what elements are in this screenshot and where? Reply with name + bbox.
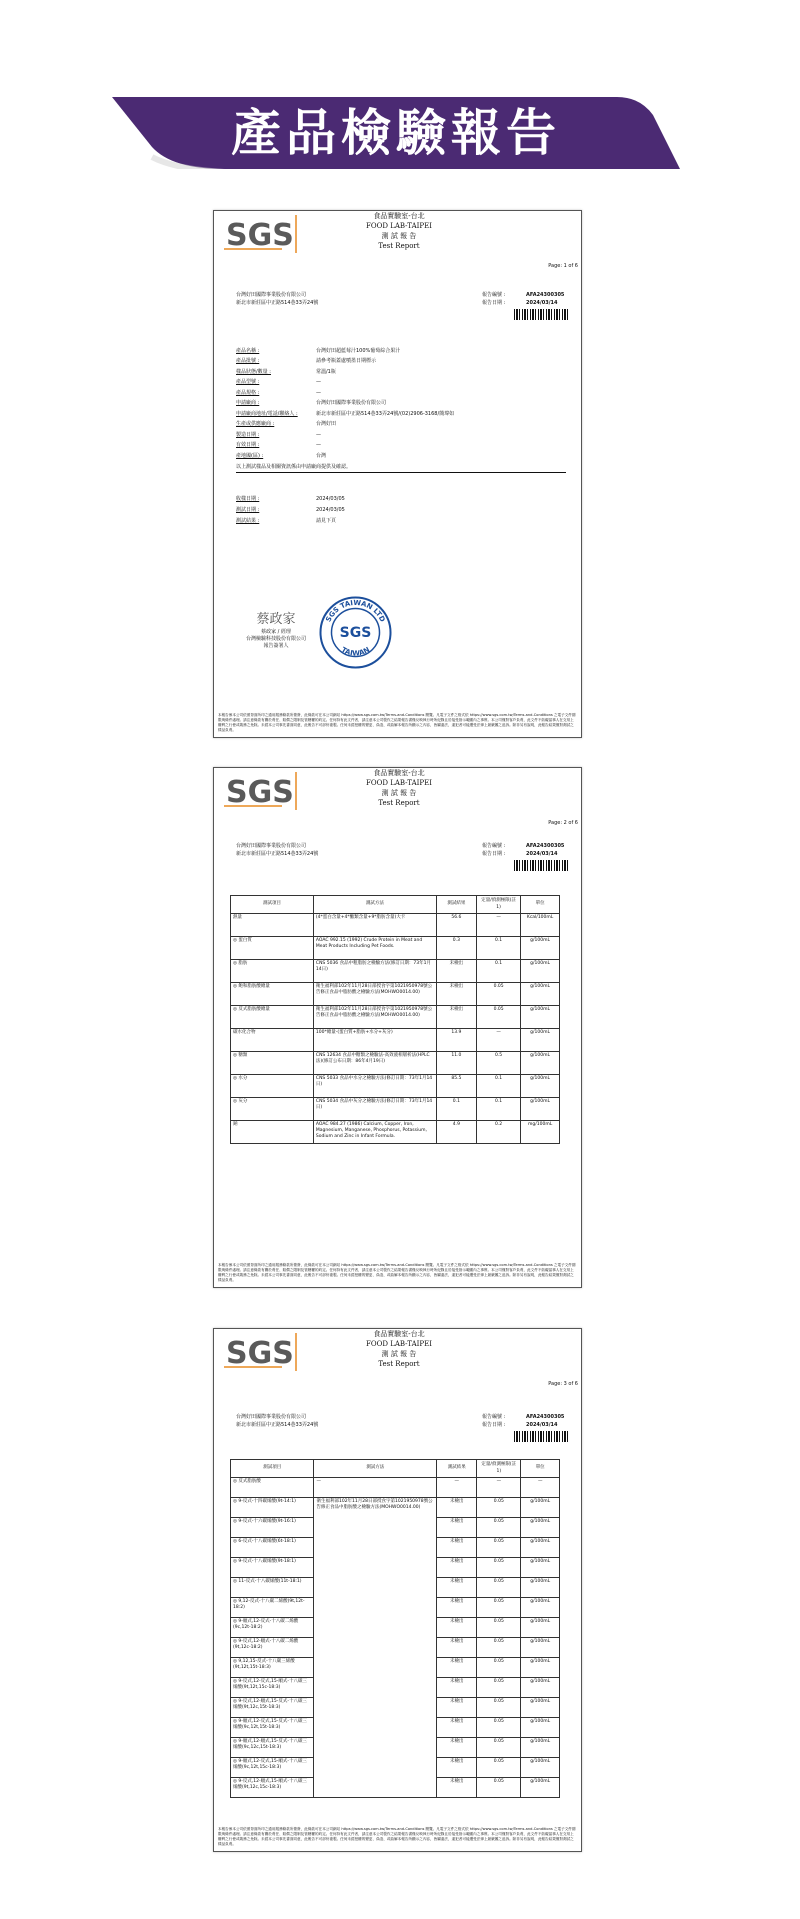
test-item-cell: ◎ 脂肪 <box>231 960 314 983</box>
client-address: 新北市新莊區中正路514巷33弄24號 <box>236 851 319 857</box>
report-no-label: 報告編號 : <box>482 292 506 298</box>
unit-cell: g/100mL <box>521 1658 560 1678</box>
sgs-logo <box>222 1331 304 1373</box>
test-item-cell: ◎ 9-順式,12-反式-十八碳二烯酸(9c,12t-18:2) <box>231 1618 314 1638</box>
page-number: Page: 3 of 6 <box>548 1381 578 1387</box>
date-value: 2024/03/05 <box>316 507 345 514</box>
svg-text:SGS: SGS <box>226 775 294 810</box>
report-meta <box>482 842 564 858</box>
date-label: 測試日期 : <box>236 507 260 514</box>
page-number: Page: 2 of 6 <box>548 820 578 826</box>
table-row <box>231 1478 560 1498</box>
column-header: 定量/偵測極限(註1) <box>477 1460 521 1478</box>
report-title-zh: 測 試 報 告 <box>381 1350 417 1358</box>
report-title-en: Test Report <box>378 799 420 807</box>
report-title-en: Test Report <box>378 1360 420 1368</box>
limit-cell: 0.1 <box>477 1098 521 1121</box>
client-name: 台灣好田國際事業股份有限公司 <box>236 292 307 298</box>
unit-cell: g/100mL <box>521 1075 560 1098</box>
test-result-cell: 85.5 <box>436 1075 476 1098</box>
report-date: 2024/03/14 <box>526 300 558 306</box>
test-result-cell: 13.9 <box>436 1029 476 1052</box>
test-result-cell: 未檢出 <box>437 1718 477 1738</box>
test-result-cell: 未檢出 <box>436 960 476 983</box>
test-item-cell: ◎ 灰分 <box>231 1098 314 1121</box>
report-title-zh: 測 試 報 告 <box>381 232 417 240</box>
unit-cell: g/100mL <box>521 1098 560 1121</box>
report-no: AFA24300305 <box>526 292 565 298</box>
info-value: — <box>316 442 321 449</box>
lab-name-en: FOOD LAB-TAIPEI <box>366 222 432 230</box>
column-header: 單位 <box>521 896 560 914</box>
report-no-label: 報告編號 : <box>482 843 506 849</box>
test-result-cell: — <box>437 1478 477 1498</box>
report-date-label: 報告日期 : <box>482 851 506 857</box>
test-result-cell: 未檢出 <box>437 1698 477 1718</box>
table-row <box>231 1052 560 1075</box>
test-item-cell: ◎ 糖類 <box>231 1052 314 1075</box>
report-meta <box>482 1413 564 1429</box>
info-label: 產地國(區) : <box>236 452 264 459</box>
barcode <box>514 860 569 871</box>
sgs-seal <box>318 595 393 670</box>
test-result-cell: 56.6 <box>436 914 476 937</box>
info-row <box>236 420 566 431</box>
test-method-cell: AOAC 992.15 (1992) Crude Protein in Meat and Meat Products Including Pet Foods. <box>313 937 436 960</box>
test-item-cell: ◎ 9,12,15-反式-十八碳三烯酸(9t,12t,15t-18:3) <box>231 1658 314 1678</box>
test-item-cell: ◎ 反式脂肪酸 <box>231 1478 314 1498</box>
report-date-label: 報告日期 : <box>482 1422 506 1428</box>
report-no: AFA24300305 <box>526 1414 565 1420</box>
table-row <box>231 983 560 1006</box>
column-header: 定量/偵測極限(註1) <box>477 896 521 914</box>
results-table <box>230 895 560 1144</box>
info-value: 台灣好田國際事業股份有限公司 <box>316 400 387 407</box>
test-result-cell: 未檢出 <box>437 1598 477 1618</box>
signer-role: 報告簽署人 <box>263 642 289 649</box>
column-header: 測試結果 <box>436 896 476 914</box>
unit-cell: g/100mL <box>521 1718 560 1738</box>
limit-cell: 0.05 <box>477 1598 521 1618</box>
date-label: 測試結果 : <box>236 518 260 525</box>
svg-text:SGS TAIWAN LTD: SGS TAIWAN LTD <box>324 598 387 624</box>
date-value: 2024/03/05 <box>316 496 345 503</box>
info-label: 產品型號 : <box>236 379 260 386</box>
trans-fat-table <box>230 1459 560 1798</box>
info-value: 台灣好田超藍莓汁100%葡萄綜合果汁 <box>316 347 401 354</box>
test-item-cell: 鈉 <box>231 1121 314 1144</box>
test-method-cell: CNS 5033 食品中水分之檢驗方法(修訂日期：73年1月14日) <box>313 1075 436 1098</box>
test-method-cell: (4*蛋白含量+4*醣類含量+9*脂肪含量)大卡 <box>313 914 436 937</box>
unit-cell: g/100mL <box>521 1558 560 1578</box>
column-header: 測試方法 <box>313 896 436 914</box>
limit-cell: 0.05 <box>477 1618 521 1638</box>
unit-cell: g/100mL <box>521 1006 560 1029</box>
test-result-cell: 未檢出 <box>437 1758 477 1778</box>
report-page-1 <box>213 210 582 738</box>
table-row <box>231 1006 560 1029</box>
report-no: AFA24300305 <box>526 843 565 849</box>
limit-cell: 0.05 <box>477 1006 521 1029</box>
test-item-cell: ◎ 9-順式,12-反式,15-反式-十八碳三烯酸(9c,12t,15t-18:3) <box>231 1718 314 1738</box>
info-row <box>236 430 566 441</box>
column-header: 單位 <box>521 1460 560 1478</box>
table-row <box>231 937 560 960</box>
unit-cell: g/100mL <box>521 1052 560 1075</box>
signer-company: 台灣檢驗科技股份有限公司 <box>245 635 306 642</box>
client-block <box>236 1413 318 1429</box>
test-method-cell: CNS 12634 食品中糖類之檢驗法-高效液相層析法(HPLC法)(修訂公布日期：86年4月19日) <box>313 1052 436 1075</box>
limit-cell: 0.05 <box>477 983 521 1006</box>
barcode <box>514 309 569 320</box>
test-result-cell: 未檢出 <box>437 1618 477 1638</box>
test-result-cell: 未檢出 <box>437 1678 477 1698</box>
report-date: 2024/03/14 <box>526 851 558 857</box>
limit-cell: 0.05 <box>477 1718 521 1738</box>
date-row <box>236 494 566 505</box>
info-value: — <box>316 389 321 396</box>
unit-cell: Kcal/100mL <box>521 914 560 937</box>
limit-cell: 0.2 <box>477 1121 521 1144</box>
barcode <box>514 1431 569 1442</box>
test-item-cell: 碳水化合物 <box>231 1029 314 1052</box>
limit-cell: 0.05 <box>477 1638 521 1658</box>
test-result-cell: 未檢出 <box>437 1638 477 1658</box>
limit-cell: 0.05 <box>477 1538 521 1558</box>
table-row <box>231 1075 560 1098</box>
page-number: Page: 1 of 6 <box>548 263 578 269</box>
disclaimer: 本報告係本公司依照背面所印之通用服務條款所簽發，此條款可在本公司網站 https://www.sgs.com.tw/Terms-and-Conditions 閱覽。凡電子文件之格式依 https://www.sgs.com.tw/Terms-and-Conditions 之電子文件期限與條件處理。請注意條款有關於責任、賠償之限制及管轄權的約定。任何持有此文件者，請注意本公司製作之結果報告書僅反映執行時所紀錄且於接受指示範圍內之事實。本公司僅對客戶負責，此文件不妨礙當事人在交易上權利之行使或義務之免除。未經本公司事先書面同意，此報告不可部份複製。任何未經授權的變更、偽造、或曲解本報告所顯示之內容，皆屬違法，違犯者可能遭受法律上最嚴厲之追訴。除非另有說明，此報告結果僅對測試之樣品負責。 <box>218 1263 576 1282</box>
limit-cell: 0.05 <box>477 1558 521 1578</box>
date-label: 收樣日期 : <box>236 496 260 503</box>
table-row <box>231 1098 560 1121</box>
column-header: 測試結果 <box>437 1460 477 1478</box>
limit-cell: 0.1 <box>477 960 521 983</box>
unit-cell: g/100mL <box>521 960 560 983</box>
test-item-cell: ◎ 9-反式-十八碳烯酸(9t-18:1) <box>231 1558 314 1578</box>
limit-cell: 0.05 <box>477 1578 521 1598</box>
column-header: 測試方法 <box>314 1460 437 1478</box>
limit-cell: 0.05 <box>477 1678 521 1698</box>
unit-cell: g/100mL <box>521 1678 560 1698</box>
info-row <box>236 441 566 452</box>
table-row <box>231 914 560 937</box>
test-dates <box>236 494 566 527</box>
test-result-cell: 0.3 <box>436 937 476 960</box>
date-row <box>236 505 566 516</box>
unit-cell: g/100mL <box>521 1498 560 1518</box>
info-label: 製造日期 : <box>236 431 260 438</box>
limit-cell: 0.05 <box>477 1658 521 1678</box>
limit-cell: 0.05 <box>477 1778 521 1798</box>
info-label: 申請廠商地址/電話/聯絡人 : <box>236 410 298 417</box>
info-label: 產品規格 : <box>236 389 260 396</box>
test-item-cell: ◎ 9,12-反式-十八碳二烯酸(9t,12t-18:2) <box>231 1598 314 1618</box>
info-row <box>236 409 566 420</box>
test-method-cell: 100*總量-(蛋白質+脂肪+水分+灰分) <box>313 1029 436 1052</box>
info-value: — <box>316 431 321 438</box>
report-page-3 <box>213 1328 582 1852</box>
info-row <box>236 378 566 389</box>
info-value: 新北市新莊區中正路514巷33弄24號/(02)2906-3168/簡瑋如 <box>316 410 455 417</box>
info-value: 常溫/1瓶 <box>316 368 336 375</box>
client-block <box>236 842 318 858</box>
table-row <box>231 1498 560 1518</box>
unit-cell: g/100mL <box>521 1738 560 1758</box>
test-method-cell: 衛生福利部102年11月28日部授食字第1021950978號公告修正食品中脂肪酸之檢驗方法(MOHWO0014.00) <box>314 1498 437 1798</box>
client-name: 台灣好田國際事業股份有限公司 <box>236 1414 307 1420</box>
info-value: 台灣好田 <box>316 421 337 428</box>
table-row <box>231 960 560 983</box>
test-item-cell: ◎ 反式脂肪酸總量 <box>231 1006 314 1029</box>
report-page-2 <box>213 767 582 1288</box>
test-item-cell: ◎ 9-反式,12-順式,15-順式-十八碳三烯酸(9t,12c,15c-18:3) <box>231 1778 314 1798</box>
svg-text:SGS: SGS <box>226 218 294 253</box>
disclaimer: 本報告係本公司依照背面所印之通用服務條款所簽發，此條款可在本公司網站 https://www.sgs.com.tw/Terms-and-Conditions 閱覽。凡電子文件之格式依 https://www.sgs.com.tw/Terms-and-Conditions 之電子文件期限與條件處理。請注意條款有關於責任、賠償之限制及管轄權的約定。任何持有此文件者，請注意本公司製作之結果報告書僅反映執行時所紀錄且於接受指示範圍內之事實。本公司僅對客戶負責，此文件不妨礙當事人在交易上權利之行使或義務之免除。未經本公司事先書面同意，此報告不可部份複製。任何未經授權的變更、偽造、或曲解本報告所顯示之內容，皆屬違法，違犯者可能遭受法律上最嚴厲之追訴。除非另有說明，此報告結果僅對測試之樣品負責。 <box>218 713 576 732</box>
report-no-label: 報告編號 : <box>482 1414 506 1420</box>
lab-name-zh: 食品實驗室-台北 <box>373 212 425 220</box>
column-header: 測試項目 <box>231 1460 314 1478</box>
test-item-cell: ◎ 水分 <box>231 1075 314 1098</box>
date-value: 請見下頁 <box>316 518 337 525</box>
report-title-zh: 測 試 報 告 <box>381 789 417 797</box>
info-row <box>236 388 566 399</box>
test-method-cell: AOAC 984.27 (1986) Calcium, Copper, Iron, Magnesium, Manganese, Phosphorus, Potassium, Sodium and Zinc in Infant Formula. <box>313 1121 436 1144</box>
client-address: 新北市新莊區中正路514巷33弄24號 <box>236 1422 319 1428</box>
limit-cell: 0.05 <box>477 1518 521 1538</box>
limit-cell: — <box>477 1478 521 1498</box>
limit-cell: 0.5 <box>477 1052 521 1075</box>
test-item-cell: 熱量 <box>231 914 314 937</box>
report-date-label: 報告日期 : <box>482 300 506 306</box>
test-item-cell: ◎ 飽和脂肪酸總量 <box>231 983 314 1006</box>
disclaimer: 本報告係本公司依照背面所印之通用服務條款所簽發，此條款可在本公司網站 https://www.sgs.com.tw/Terms-and-Conditions 閱覽。凡電子文件之格式依 https://www.sgs.com.tw/Terms-and-Conditions 之電子文件期限與條件處理。請注意條款有關於責任、賠償之限制及管轄權的約定。任何持有此文件者，請注意本公司製作之結果報告書僅反映執行時所紀錄且於接受指示範圍內之事實。本公司僅對客戶負責，此文件不妨礙當事人在交易上權利之行使或義務之免除。未經本公司事先書面同意，此報告不可部份複製。任何未經授權的變更、偽造、或曲解本報告所顯示之內容，皆屬違法，違犯者可能遭受法律上最嚴厲之追訴。除非另有說明，此報告結果僅對測試之樣品負責。 <box>218 1827 576 1846</box>
lab-name-en: FOOD LAB-TAIPEI <box>366 779 432 787</box>
test-item-cell: ◎ 9-反式-十六碳烯酸(9t-16:1) <box>231 1518 314 1538</box>
sgs-logo <box>222 213 304 255</box>
limit-cell: 0.05 <box>477 1498 521 1518</box>
test-item-cell: ◎ 9-反式,12-反式,15-順式-十八碳三烯酸(9t,12t,15c-18:3) <box>231 1678 314 1698</box>
test-method-cell: 衛生福利部102年11月28日部授食字第1021950978號公告修正食品中脂肪酸之檢驗方法(MOHWO0014.00) <box>313 983 436 1006</box>
info-value: — <box>316 379 321 386</box>
info-label: 產品名稱 : <box>236 347 260 354</box>
limit-cell: — <box>477 914 521 937</box>
client-name: 台灣好田國際事業股份有限公司 <box>236 843 307 849</box>
lab-header <box>324 768 474 808</box>
client-block <box>236 291 318 307</box>
unit-cell: g/100mL <box>521 937 560 960</box>
unit-cell: g/100mL <box>521 1578 560 1598</box>
limit-cell: 0.05 <box>477 1698 521 1718</box>
sgs-logo <box>222 770 304 812</box>
test-result-cell: 0.1 <box>436 1098 476 1121</box>
test-item-cell: ◎ 6-反式-十八碳烯酸(6t-18:1) <box>231 1538 314 1558</box>
unit-cell: g/100mL <box>521 1598 560 1618</box>
signature-block <box>236 611 316 649</box>
svg-text:SGS: SGS <box>226 1336 294 1371</box>
banner-title: 產品檢驗報告 <box>231 104 561 162</box>
info-label: 申請廠商 : <box>236 400 260 407</box>
limit-cell: 0.1 <box>477 937 521 960</box>
test-method-cell: CNS 5036 食品中粗脂肪之檢驗方法(修訂日期：73年1月14日) <box>313 960 436 983</box>
lab-name-en: FOOD LAB-TAIPEI <box>366 1340 432 1348</box>
test-item-cell: ◎ 9-順式,12-順式,15-反式-十八碳三烯酸(9c,12c,15t-18:3) <box>231 1738 314 1758</box>
unit-cell: g/100mL <box>521 983 560 1006</box>
limit-cell: — <box>477 1029 521 1052</box>
client-address: 新北市新莊區中正路514巷33弄24號 <box>236 300 319 306</box>
info-row <box>236 399 566 410</box>
info-note: 以上測試樣品及相關資訊係由申請廠商提供及確認。 <box>236 463 352 470</box>
sample-info <box>236 346 566 473</box>
unit-cell: g/100mL <box>521 1698 560 1718</box>
test-result-cell: 未檢出 <box>437 1738 477 1758</box>
unit-cell: — <box>521 1478 560 1498</box>
test-method-cell: CNS 5034 食品中灰分之檢驗方法(修訂日期：73年1月14日) <box>313 1098 436 1121</box>
limit-cell: 0.1 <box>477 1075 521 1098</box>
report-meta <box>482 291 564 307</box>
test-item-cell: ◎ 9-順式,12-反式,15-順式-十八碳三烯酸(9c,12t,15c-18:3) <box>231 1758 314 1778</box>
unit-cell: g/100mL <box>521 1538 560 1558</box>
lab-name-zh: 食品實驗室-台北 <box>373 1330 425 1338</box>
limit-cell: 0.05 <box>477 1738 521 1758</box>
signer-title: 蔡政家 / 經理 <box>261 629 291 635</box>
info-row <box>236 357 566 368</box>
test-method-cell: — <box>314 1478 437 1498</box>
info-label: 樣品狀態/數量 : <box>236 368 271 375</box>
test-result-cell: 未檢出 <box>437 1498 477 1518</box>
test-result-cell: 未檢出 <box>436 1006 476 1029</box>
info-value: 台灣 <box>316 452 327 459</box>
unit-cell: g/100mL <box>521 1778 560 1798</box>
unit-cell: g/100mL <box>521 1618 560 1638</box>
report-date: 2024/03/14 <box>526 1422 558 1428</box>
signature: 蔡政家 <box>256 612 296 627</box>
unit-cell: mg/100mL <box>521 1121 560 1144</box>
test-item-cell: ◎ 9-反式-十四碳烯酸(9t-14:1) <box>231 1498 314 1518</box>
test-result-cell: 未檢出 <box>437 1518 477 1538</box>
limit-cell: 0.05 <box>477 1758 521 1778</box>
test-method-cell: 衛生福利部102年11月28日部授食字第1021950978號公告修正食品中脂肪酸之檢驗方法(MOHWO0014.00) <box>313 1006 436 1029</box>
test-result-cell: 未檢出 <box>437 1778 477 1798</box>
info-value: 請參考瓶蓋處噴墨日期標示 <box>316 358 377 365</box>
unit-cell: g/100mL <box>521 1758 560 1778</box>
unit-cell: g/100mL <box>521 1638 560 1658</box>
unit-cell: g/100mL <box>521 1518 560 1538</box>
test-item-cell: ◎ 9-反式,12-順式-十八碳二烯酸(9t,12c-18:2) <box>231 1638 314 1658</box>
date-row <box>236 516 566 527</box>
test-result-cell: 未檢出 <box>437 1558 477 1578</box>
info-label: 產品批號 : <box>236 358 260 365</box>
lab-name-zh: 食品實驗室-台北 <box>373 769 425 777</box>
divider <box>236 472 566 473</box>
info-row <box>236 346 566 357</box>
test-item-cell: ◎ 9-反式,12-順式,15-反式-十八碳三烯酸(9t,12c,15t-18:3) <box>231 1698 314 1718</box>
test-item-cell: ◎ 11-反式-十八碳烯酸(11t-18:1) <box>231 1578 314 1598</box>
test-result-cell: 未檢出 <box>437 1538 477 1558</box>
lab-header <box>324 211 474 251</box>
info-row <box>236 451 566 462</box>
test-item-cell: ◎ 蛋白質 <box>231 937 314 960</box>
info-row <box>236 367 566 378</box>
svg-text:SGS: SGS <box>339 625 372 641</box>
report-banner <box>112 97 680 169</box>
test-result-cell: 未檢出 <box>437 1658 477 1678</box>
lab-header <box>324 1329 474 1369</box>
test-result-cell: 未檢出 <box>436 983 476 1006</box>
test-result-cell: 未檢出 <box>437 1578 477 1598</box>
info-label: 生產或供應廠商 : <box>236 421 275 428</box>
report-title-en: Test Report <box>378 242 420 250</box>
column-header: 測試項目 <box>231 896 314 914</box>
table-row <box>231 1029 560 1052</box>
unit-cell: g/100mL <box>521 1029 560 1052</box>
svg-text:TAIWAN: TAIWAN <box>339 645 372 658</box>
test-result-cell: 11.0 <box>436 1052 476 1075</box>
test-result-cell: 4.9 <box>436 1121 476 1144</box>
info-label: 有效日期 : <box>236 442 260 449</box>
table-row <box>231 1121 560 1144</box>
